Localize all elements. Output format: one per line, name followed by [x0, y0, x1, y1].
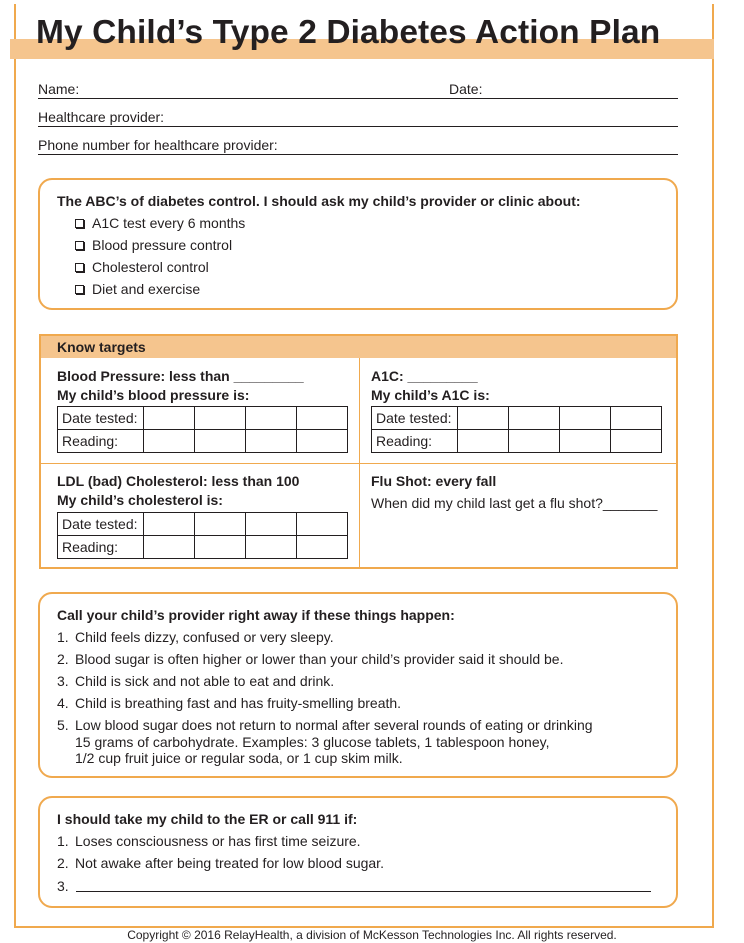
provider-line[interactable] [38, 107, 678, 127]
targets-horizontal-divider [41, 463, 676, 464]
date-tested-label: Date tested: [58, 407, 144, 430]
er-box [38, 796, 678, 908]
ldl-table [57, 512, 348, 559]
list-number: 1. [57, 629, 69, 645]
table-cell[interactable] [297, 513, 348, 536]
list-item [57, 651, 563, 668]
table-cell[interactable] [509, 430, 560, 453]
list-number: 5. [57, 717, 69, 733]
list-text: Child feels dizzy, confused or very sleepy. [75, 629, 334, 645]
flu-question: When did my child last get a flu shot?_______ [371, 495, 658, 511]
list-number: 2. [57, 855, 69, 871]
name-label: Name: [38, 81, 80, 97]
list-item [57, 878, 75, 895]
table-cell[interactable] [195, 430, 246, 453]
table-cell[interactable] [458, 430, 509, 453]
footer-copyright [0, 928, 744, 942]
table-cell[interactable] [144, 407, 195, 430]
table-cell[interactable] [297, 536, 348, 559]
list-text: Not awake after being treated for low blood sugar. [75, 855, 384, 871]
checklist-item[interactable] [75, 215, 245, 231]
table-cell[interactable] [297, 407, 348, 430]
checkbox-icon[interactable] [75, 263, 84, 272]
bp-child-line: My child’s blood pressure is: [57, 387, 250, 403]
page-title: My Child’s Type 2 Diabetes Action Plan [36, 14, 661, 51]
list-number: 4. [57, 695, 69, 711]
reading-label: Reading: [372, 430, 458, 453]
list-text: Child is sick and not able to eat and drink. [75, 673, 335, 689]
call-provider-box [38, 592, 678, 778]
er-heading: I should take my child to the ER or call 911 if: [57, 811, 358, 827]
phone-label: Phone number for healthcare provider: [38, 137, 278, 153]
list-item [57, 695, 401, 712]
date-label: Date: [449, 81, 483, 97]
table-cell[interactable] [144, 513, 195, 536]
list-item [57, 833, 361, 850]
a1c-target-line: A1C: _________ [371, 368, 478, 384]
list-item [57, 717, 593, 767]
table-cell[interactable] [560, 407, 611, 430]
table-cell[interactable] [195, 407, 246, 430]
table-cell[interactable] [195, 536, 246, 559]
table-cell[interactable] [246, 513, 297, 536]
a1c-table [371, 406, 662, 453]
blank-answer-line[interactable] [76, 891, 651, 892]
date-tested-label: Date tested: [372, 407, 458, 430]
list-text: Loses consciousness or has first time seizure. [75, 833, 361, 849]
abc-box [38, 178, 678, 310]
checklist-item[interactable] [75, 259, 209, 275]
list-number: 2. [57, 651, 69, 667]
list-item [57, 629, 334, 646]
checklist-item[interactable] [75, 281, 200, 297]
checklist-item[interactable] [75, 237, 232, 253]
abc-heading: The ABC’s of diabetes control. I should ask my child’s provider or clinic about: [57, 193, 581, 209]
list-text: Child is breathing fast and has fruity-smelling breath. [75, 695, 402, 711]
a1c-child-line: My child’s A1C is: [371, 387, 490, 403]
flu-target-line: Flu Shot: every fall [371, 473, 497, 489]
list-text-continued: 15 grams of carbohydrate. Examples: 3 glucose tablets, 1 tablespoon honey, [75, 733, 550, 750]
table-cell[interactable] [297, 430, 348, 453]
targets-heading: Know targets [41, 336, 676, 358]
checkbox-icon[interactable] [75, 241, 84, 250]
ldl-target-line: LDL (bad) Cholesterol: less than 100 [57, 473, 300, 489]
table-cell[interactable] [611, 430, 662, 453]
bp-table [57, 406, 348, 453]
table-cell[interactable] [509, 407, 560, 430]
call-heading: Call your child’s provider right away if these things happen: [57, 607, 455, 623]
table-cell[interactable] [195, 513, 246, 536]
copyright-text: Copyright © 2016 RelayHealth, a division of McKesson Technologies Inc. All rights reserved. [127, 928, 617, 942]
bp-target-line: Blood Pressure: less than _________ [57, 368, 304, 384]
checkbox-icon[interactable] [75, 285, 84, 294]
targets-section [39, 334, 678, 569]
list-number: 1. [57, 833, 69, 849]
checklist-label: A1C test every 6 months [92, 215, 246, 231]
reading-label: Reading: [58, 430, 144, 453]
list-text-continued: 1/2 cup fruit juice or regular soda, or 1 cup skim milk. [75, 750, 403, 766]
list-number: 3. [57, 878, 69, 894]
checklist-label: Diet and exercise [92, 281, 201, 297]
table-cell[interactable] [144, 536, 195, 559]
table-cell[interactable] [458, 407, 509, 430]
table-cell[interactable] [560, 430, 611, 453]
checklist-label: Cholesterol control [92, 259, 209, 275]
ldl-child-line: My child’s cholesterol is: [57, 492, 223, 508]
table-cell[interactable] [611, 407, 662, 430]
table-cell[interactable] [246, 407, 297, 430]
reading-label: Reading: [58, 536, 144, 559]
list-text: Blood sugar is often higher or lower than your child’s provider said it should be. [75, 651, 564, 667]
phone-line[interactable] [38, 135, 678, 155]
list-text: Low blood sugar does not return to normal after several rounds of eating or drinking [75, 717, 593, 733]
table-cell[interactable] [144, 430, 195, 453]
checkbox-icon[interactable] [75, 219, 84, 228]
name-date-line[interactable] [38, 79, 678, 99]
date-tested-label: Date tested: [58, 513, 144, 536]
table-cell[interactable] [246, 430, 297, 453]
list-number: 3. [57, 673, 69, 689]
table-cell[interactable] [246, 536, 297, 559]
checklist-label: Blood pressure control [92, 237, 233, 253]
provider-label: Healthcare provider: [38, 109, 165, 125]
list-item [57, 855, 384, 872]
list-item [57, 673, 334, 690]
